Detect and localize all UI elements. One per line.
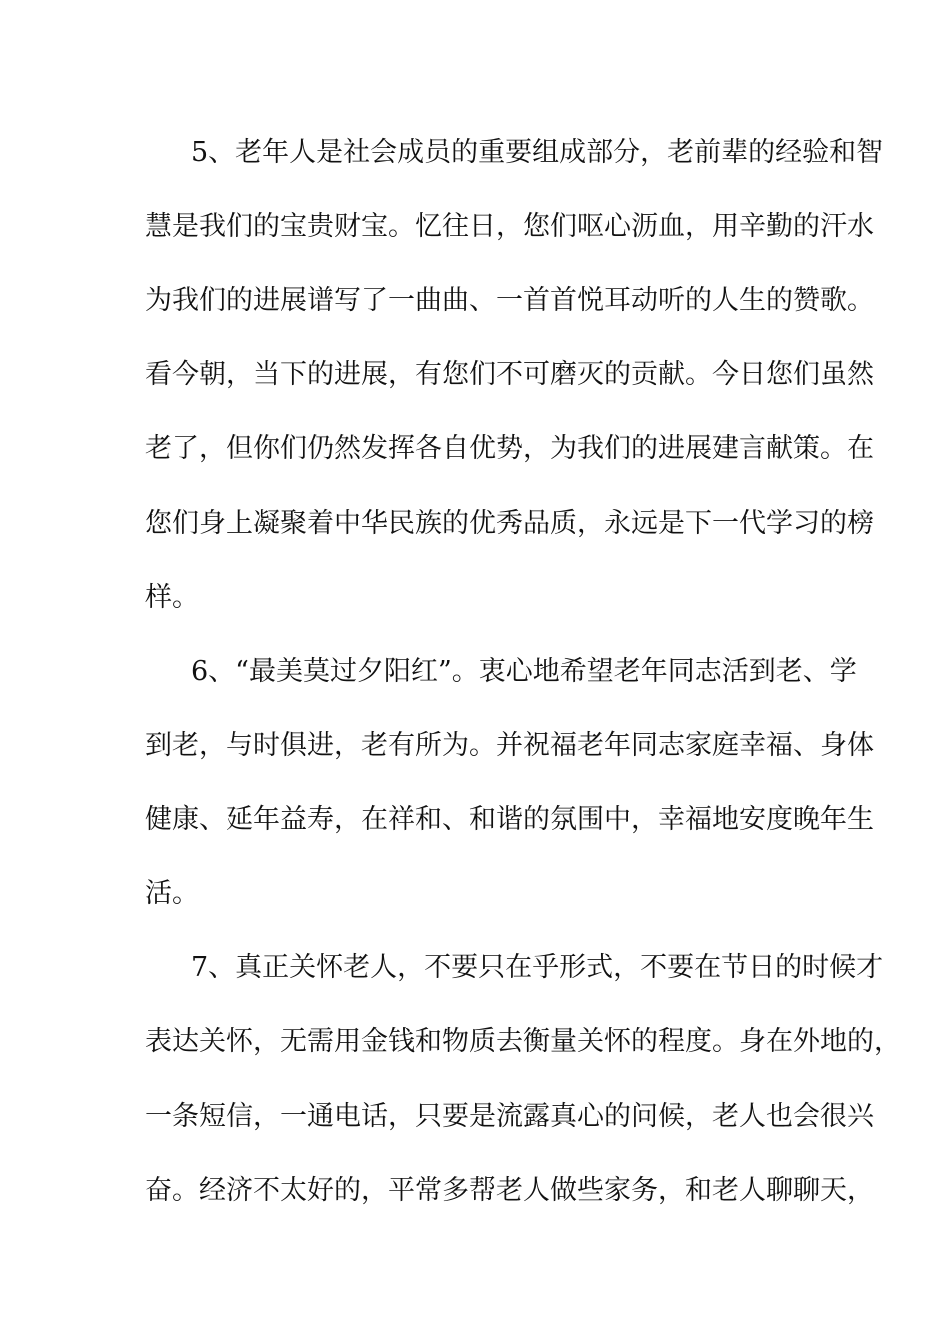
text-line: 到老，与时俱进，老有所为。并祝福老年同志家庭幸福、身体	[145, 730, 874, 761]
text-line: 样。	[145, 582, 199, 613]
text-line: 奋。经济不太好的，平常多帮老人做些家务，和老人聊聊天，	[145, 1175, 874, 1206]
text-line: 为我们的进展谱写了一曲曲、一首首悦耳动听的人生的赞歌。	[145, 285, 874, 316]
text-line: 您们身上凝聚着中华民族的优秀品质，永远是下一代学习的榜	[145, 508, 874, 539]
text-line: 看今朝，当下的进展，有您们不可磨灭的贡献。今日您们虽然	[145, 359, 874, 390]
text-line: 5、老年人是社会成员的重要组成部分，老前辈的经验和智	[191, 137, 884, 168]
text-line: 一条短信，一通电话，只要是流露真心的问候，老人也会很兴	[145, 1101, 874, 1132]
text-line: 健康、延年益寿，在祥和、和谐的氛围中，幸福地安度晚年生	[145, 804, 874, 835]
text-line: 7、真正关怀老人，不要只在乎形式，不要在节日的时候才	[191, 952, 884, 983]
text-line: 6、“最美莫过夕阳红”。衷心地希望老年同志活到老、学	[191, 656, 857, 687]
text-line: 活。	[145, 878, 199, 909]
text-line: 老了，但你们仍然发挥各自优势，为我们的进展建言献策。在	[145, 433, 874, 464]
text-line: 慧是我们的宝贵财宝。忆往日，您们呕心沥血，用辛勤的汗水	[145, 211, 874, 242]
text-line: 表达关怀，无需用金钱和物质去衡量关怀的程度。身在外地的，	[145, 1026, 901, 1057]
